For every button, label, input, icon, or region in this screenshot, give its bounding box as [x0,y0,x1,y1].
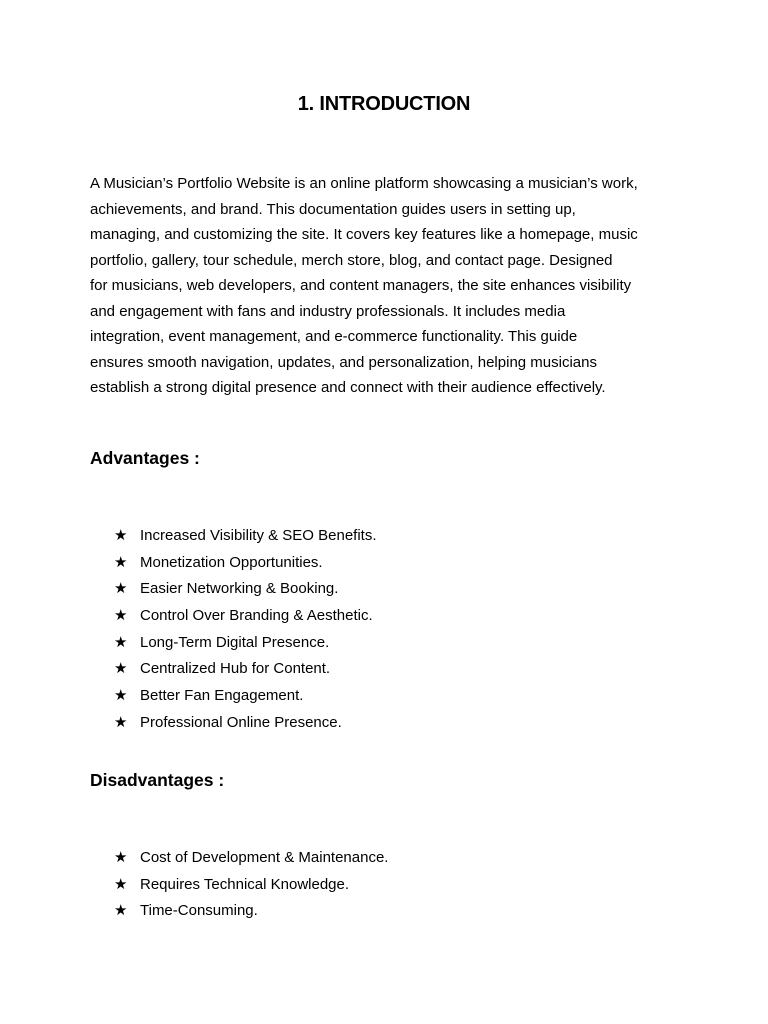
list-item-text: Better Fan Engagement. [140,686,304,704]
star-icon: ★ [114,553,128,571]
list-item-text: Increased Visibility & SEO Benefits. [140,526,377,544]
intro-line: integration, event management, and e-commerce functionality. This guide [90,328,578,345]
star-icon: ★ [114,660,128,678]
intro-line: managing, and customizing the site. It covers key features like a homepage, music [90,226,638,243]
list-item [114,709,377,736]
list-item-text: Monetization Opportunities. [140,553,323,571]
list-item [114,682,377,709]
list-item [114,629,377,656]
list-item-text: Requires Technical Knowledge. [140,875,350,893]
page-title: 1. INTRODUCTION [297,93,471,115]
intro-line: portfolio, gallery, tour schedule, merch store, blog, and contact page. Designed [90,251,613,269]
list-item-text: Cost of Development & Maintenance. [140,848,389,866]
list-item [114,871,388,898]
list-item-text: Centralized Hub for Content. [140,660,331,678]
list-item-text: Easier Networking & Booking. [140,580,339,598]
list-item-text: Control Over Branding & Aesthetic. [140,606,373,624]
star-icon: ★ [114,633,128,651]
star-icon: ★ [114,580,128,598]
list-item-text: Long-Term Digital Presence. [140,633,330,651]
star-icon: ★ [114,713,128,731]
intro-line: achievements, and brand. This documentation guides users in setting up, [90,200,576,218]
intro-line: for musicians, web developers, and content managers, the site enhances visibility [90,277,632,294]
disadvantages-list [114,844,388,924]
list-item [114,655,377,682]
list-item [114,575,377,602]
list-item [114,844,388,871]
star-icon: ★ [114,848,128,866]
list-item [114,522,377,549]
list-item-text: Time-Consuming. [140,902,258,920]
advantages-heading: Advantages : [90,448,200,468]
list-item [114,602,377,629]
star-icon: ★ [114,606,128,624]
advantages-list [114,522,377,736]
list-item-text: Professional Online Presence. [140,713,342,731]
star-icon: ★ [114,902,128,920]
intro-line: establish a strong digital presence and connect with their audience effectively. [90,379,606,396]
list-item [114,549,377,576]
intro-line: A Musician’s Portfolio Website is an online platform showcasing a musician’s work, [90,175,638,192]
intro-line: and engagement with fans and industry professionals. It includes media [90,302,566,320]
star-icon: ★ [114,526,128,544]
intro-paragraph [90,171,690,401]
star-icon: ★ [114,875,128,893]
star-icon: ★ [114,686,128,704]
list-item [114,897,388,924]
intro-line: ensures smooth navigation, updates, and personalization, helping musicians [90,353,597,371]
disadvantages-heading: Disadvantages : [90,770,225,790]
